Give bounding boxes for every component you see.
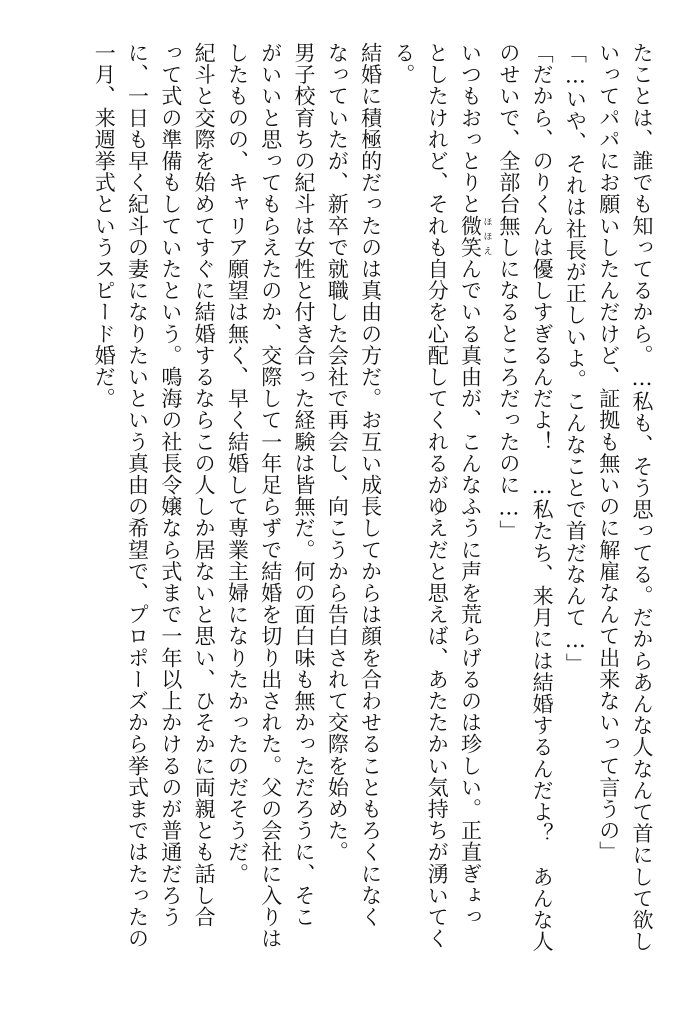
text-line-with-ruby	[453, 42, 491, 982]
ruby-base: 微笑	[458, 214, 483, 259]
text-line: って式の準備もしていたという。鳴海の社長令嬢なら式まで一年以上かけるのが普通だろう	[158, 42, 183, 928]
text-line: したものの、キャリア願望は無く、早く結婚して専業主婦になりたかったのだそうだ。	[225, 42, 250, 885]
text-line: いってパパにお願いしたんだけど、証拠も無いのに解雇なんて出来ないって言うの」	[596, 42, 621, 863]
text-line: たことは、誰でも知ってるから。…私も、そう思ってる。だからあんな人なんて首にして欲し	[630, 42, 654, 953]
vertical-text-body	[38, 42, 658, 982]
text-line: のせいで、全部台無しになるところだったのに…」	[496, 42, 521, 542]
ruby-annotation	[458, 214, 492, 259]
ruby-text: ほほえ	[481, 214, 492, 258]
text-segment: んでいる真由が、こんなふうに声を荒らげるのは珍しい。正直ぎょっ	[458, 258, 483, 928]
text-line: に、一日も早く紀斗の妻になりたいという真由の希望で、プロポーズから挙式まではたったの	[125, 42, 150, 950]
text-line: なっていたが、新卒で就職した会社で再会し、向こうから告白されて交際を始めた。	[325, 42, 350, 863]
text-line: 結婚に積極的だったのは真由の方だ。お互い成長してからは顔を合わせることもろくになく	[358, 42, 383, 928]
text-line: 「だから、のりくんは優しすぎるんだよ！ …私たち、来月には結婚するんだよ？ あんな人	[530, 42, 555, 953]
text-line: がいいと思ってもらえたのか、交際して一年足らずで結婚を切り出された。父の会社に入りは	[258, 42, 283, 950]
text-line: 紀斗と交際を始めてすぐに結婚するならこの人しか居ないと思い、ひそかに両親とも話し合	[192, 42, 217, 928]
text-line: としたけれど、それも自分を心配してくれるがゆえだと思えば、あたたかい気持ちが湧いてく	[425, 42, 450, 950]
text-line: 一月、来週挙式というスピード婚だ。	[92, 42, 117, 410]
text-line: 男子校育ちの紀斗は女性と付き合った経験は皆無だ。何の面白味も無かっただろうに、そこ	[292, 42, 317, 928]
text-segment: いつもおっとりと	[458, 42, 483, 215]
text-line: 「…いや、それは社長が正しいよ。こんなことで首だなんて…」	[563, 42, 588, 675]
text-line: る。	[391, 42, 416, 86]
